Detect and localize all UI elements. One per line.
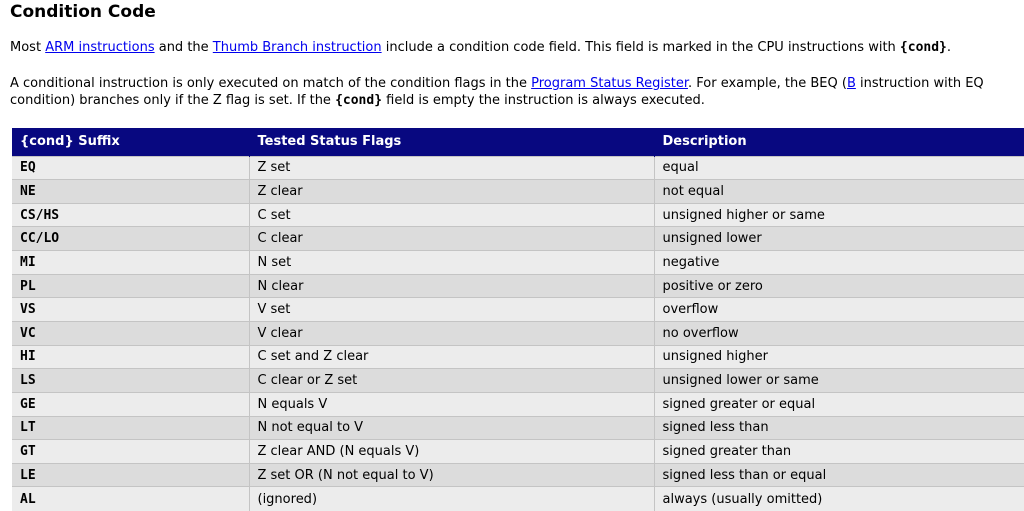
table-row [12, 487, 1024, 511]
program-status-register-link[interactable]: Program Status Register [531, 76, 688, 91]
text: field is empty the instruction is always executed. [382, 92, 705, 108]
suffix-cell: GE [12, 392, 249, 416]
table-row [12, 227, 1024, 251]
description-cell: unsigned higher [654, 345, 1024, 369]
flags-cell: Z clear AND (N equals V) [249, 440, 654, 464]
flags-column-header: Tested Status Flags [249, 128, 654, 156]
suffix-cell: NE [12, 180, 249, 204]
suffix-cell: LS [12, 369, 249, 393]
text: . For example, the BEQ ( [687, 76, 847, 91]
table-row [12, 274, 1024, 298]
description-cell: signed greater or equal [654, 392, 1024, 416]
description-column-header: Description [654, 128, 1024, 156]
description-cell: positive or zero [654, 274, 1024, 298]
description-cell: equal [654, 156, 1024, 180]
intro-paragraph [10, 40, 1020, 57]
flags-cell: (ignored) [249, 487, 654, 511]
arm-instructions-link[interactable]: ARM instructions [45, 40, 155, 55]
suffix-cell: MI [12, 251, 249, 275]
thumb-branch-link[interactable]: Thumb Branch instruction [212, 40, 382, 55]
suffix-cell: EQ [12, 156, 249, 180]
table-body [12, 156, 1024, 511]
flags-cell: Z set [249, 156, 654, 180]
text: A conditional instruction is only executed on match of the condition flags in the [10, 76, 532, 91]
flags-cell: V clear [249, 321, 654, 345]
suffix-cell: PL [12, 274, 249, 298]
description-cell: signed less than or equal [654, 463, 1024, 487]
description-cell: negative [654, 251, 1024, 275]
description-cell: signed less than [654, 416, 1024, 440]
flags-cell: N clear [249, 274, 654, 298]
description-cell: overflow [654, 298, 1024, 322]
flags-cell: V set [249, 298, 654, 322]
b-instruction-link[interactable]: B [846, 76, 856, 91]
flags-cell: Z clear [249, 180, 654, 204]
text: instruction with EQ condition) branches only if the Z flag is set. If the [10, 76, 984, 108]
table-row [12, 369, 1024, 393]
explanation-paragraph [10, 76, 1020, 109]
suffix-cell: GT [12, 440, 249, 464]
suffix-cell: HI [12, 345, 249, 369]
table-row [12, 440, 1024, 464]
table-row [12, 298, 1024, 322]
description-cell: unsigned lower or same [654, 369, 1024, 393]
text: . [946, 40, 952, 55]
suffix-cell: AL [12, 487, 249, 511]
text: and the [154, 40, 213, 55]
suffix-cell: LE [12, 463, 249, 487]
suffix-cell: VS [12, 298, 249, 322]
table-row [12, 345, 1024, 369]
suffix-column-header: {cond} Suffix [20, 134, 120, 150]
suffix-cell: CS/HS [12, 203, 249, 227]
description-cell: signed greater than [654, 440, 1024, 464]
description-cell: not equal [654, 180, 1024, 204]
description-cell: no overflow [654, 321, 1024, 345]
flags-cell: C set and Z clear [249, 345, 654, 369]
text: include a condition code field. This field is marked in the CPU instructions with [381, 40, 900, 55]
table-row [12, 463, 1024, 487]
table-row [12, 156, 1024, 180]
suffix-cell: VC [12, 321, 249, 345]
flags-cell: C clear or Z set [249, 369, 654, 393]
description-cell: always (usually omitted) [654, 487, 1024, 511]
table-header-row [12, 128, 1024, 156]
table-row [12, 180, 1024, 204]
suffix-cell: CC/LO [12, 227, 249, 251]
table-row [12, 251, 1024, 275]
suffix-cell: LT [12, 416, 249, 440]
flags-cell: N equals V [249, 392, 654, 416]
flags-cell: N set [249, 251, 654, 275]
table-row [12, 416, 1024, 440]
description-cell: unsigned lower [654, 227, 1024, 251]
cond-code: {cond} [899, 40, 947, 55]
page-title: Condition Code [10, 2, 156, 22]
text: ost [21, 40, 46, 55]
table-row [12, 321, 1024, 345]
flags-cell: Z set OR (N not equal to V) [249, 463, 654, 487]
first-letter: M [10, 40, 22, 55]
table-row [12, 392, 1024, 416]
flags-cell: C set [249, 203, 654, 227]
condition-code-table [12, 128, 1024, 511]
flags-cell: C clear [249, 227, 654, 251]
table-row [12, 203, 1024, 227]
flags-cell: N not equal to V [249, 416, 654, 440]
cond-code: {cond} [335, 92, 383, 108]
description-cell: unsigned higher or same [654, 203, 1024, 227]
